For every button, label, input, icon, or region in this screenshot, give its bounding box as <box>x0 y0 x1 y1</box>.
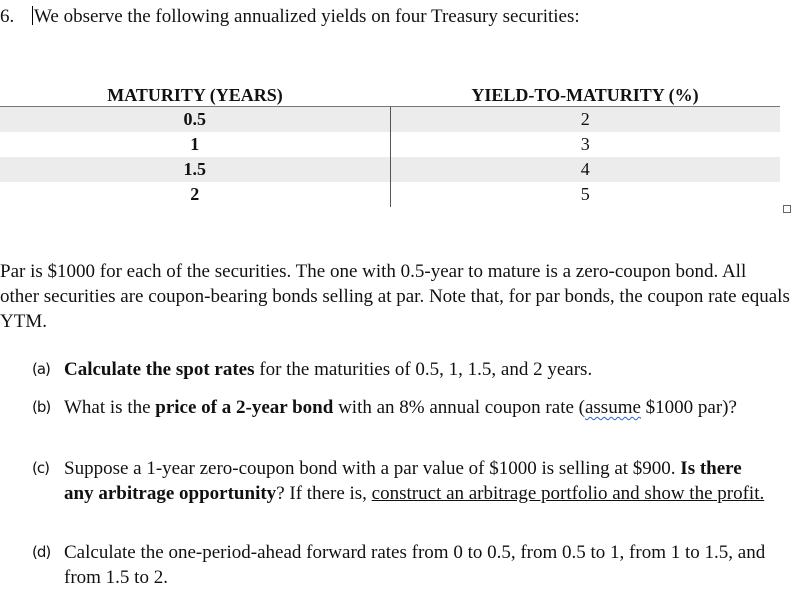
header-maturity: MATURITY (YEARS) <box>0 84 390 107</box>
question-intro: We observe the following annualized yields on four Treasury securities: <box>34 6 580 27</box>
part-d-text: Calculate the one-period-ahead forward rates from 0 to 0.5, from 0.5 to 1, from 1 to 1.5, and from 1.5 to 2. <box>64 542 766 588</box>
intro-paragraph: Par is $1000 for each of the securities. The one with 0.5-year to mature is a zero-coupon bond. All other securities are coupon-bearing bonds selling at par. Note that, for par bonds, the coupon rate equals YTM. <box>0 261 790 332</box>
part-c-mid: ? If there is, <box>276 483 372 504</box>
part-b-pre: What is the <box>64 397 156 418</box>
table-row <box>0 107 780 133</box>
part-c <box>32 456 772 506</box>
ytm-cell: 2 <box>390 107 780 133</box>
part-c-underlined: construct an arbitrage portfolio and show the profit. <box>371 483 765 504</box>
header-ytm: YIELD-TO-MATURITY (%) <box>390 84 780 107</box>
maturity-cell: 1.5 <box>0 157 390 182</box>
yields-table <box>0 84 780 207</box>
part-a-label: (a) <box>32 360 50 378</box>
ytm-cell: 5 <box>580 184 590 204</box>
part-c-label: (c) <box>32 459 49 477</box>
part-d <box>32 540 772 590</box>
part-b-label: (b) <box>32 398 51 416</box>
part-b-post: $1000 par)? <box>640 397 737 418</box>
maturity-cell: 0.5 <box>0 107 390 133</box>
maturity-cell: 2 <box>0 182 390 207</box>
table-row <box>0 132 780 157</box>
part-b <box>32 395 772 420</box>
table-row <box>0 182 780 207</box>
part-a <box>32 357 772 382</box>
ytm-cell: 3 <box>580 134 590 154</box>
part-b-bold: price of a 2-year bond <box>155 397 334 418</box>
table-resize-handle[interactable] <box>783 205 791 213</box>
part-a-text: for the maturities of 0.5, 1, 1.5, and 2 years. <box>254 359 593 380</box>
question-number: 6. <box>0 6 15 27</box>
table-header-row <box>0 84 780 107</box>
maturity-cell: 1 <box>0 132 390 157</box>
part-b-mid: with an 8% annual coupon rate ( <box>333 397 585 418</box>
table-row <box>0 157 780 182</box>
ytm-cell: 4 <box>390 157 780 182</box>
text-cursor <box>32 6 33 25</box>
part-d-label: (d) <box>32 543 51 561</box>
question-heading <box>0 6 580 28</box>
part-c-pre: Suppose a 1-year zero-coupon bond with a par value of $1000 is selling at $900. <box>64 458 681 479</box>
part-a-bold: Calculate the spot rates <box>64 359 255 380</box>
part-b-spellcheck-word[interactable]: assume <box>584 397 641 418</box>
part-c-bold: Is there any arbitrage opportunity <box>64 458 742 504</box>
